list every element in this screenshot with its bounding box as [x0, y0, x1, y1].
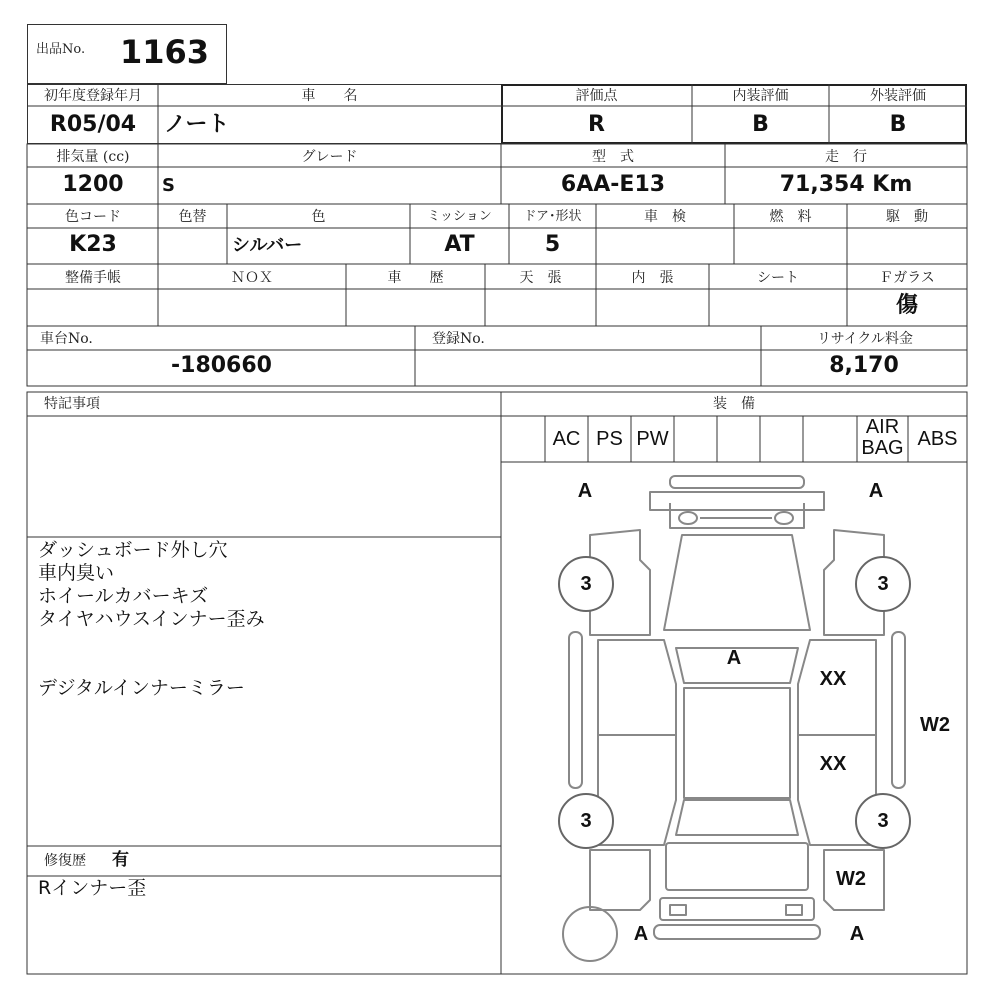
note-line: デジタルインナーミラー [38, 677, 245, 699]
mark-roof: A [726, 647, 742, 669]
color-label: 色 [311, 209, 326, 225]
chassis-value: -180660 [171, 353, 272, 378]
displacement-label: 排気量 (cc) [56, 149, 130, 165]
equip-ac: AC [552, 428, 581, 450]
mark-rear-left: A [633, 923, 649, 945]
mark-right-door-rear: XX [819, 753, 847, 775]
fglass-value: 傷 [895, 293, 918, 318]
repair-detail: Rインナー歪 [38, 877, 147, 899]
mission-value: AT [444, 232, 475, 257]
color-value: シルバー [232, 235, 303, 256]
mark-tire-rl: 3 [580, 810, 592, 832]
grade-label: グレード [301, 149, 358, 165]
first-reg-label: 初年度登録年月 [44, 88, 142, 104]
history-label: 車 歴 [387, 270, 444, 286]
mark-tire-rr: 3 [877, 810, 889, 832]
note-line: タイヤハウスインナー歪み [38, 608, 265, 630]
lot-label: 出品No. [36, 42, 86, 57]
equip-abs: ABS [917, 428, 958, 450]
car-name-value: ノート [164, 112, 230, 137]
note-line: ダッシュボード外し穴 [38, 539, 228, 561]
fuel-label: 燃 料 [769, 209, 812, 225]
model-value: 6AA-E13 [560, 172, 666, 197]
model-label: 型 式 [592, 149, 634, 165]
color-code-label: 色コード [65, 209, 121, 225]
seat-label: シート [757, 270, 799, 286]
lot-number: 1163 [120, 33, 210, 71]
door-value: 5 [544, 232, 561, 257]
mileage-label: 走 行 [825, 149, 867, 165]
equip-airbag: AIR BAG [861, 416, 904, 459]
exterior-label: 外装評価 [870, 88, 926, 104]
mark-right-door-front: XX [819, 668, 847, 690]
mark-rear-right: A [849, 923, 865, 945]
maint-label: 整備手帳 [65, 270, 121, 286]
interior-roof-label: 内 張 [631, 270, 674, 286]
mark-tire-fl: 3 [580, 573, 592, 595]
mark-rear-glass: W2 [836, 868, 866, 890]
mileage-value: 71,354 Km [779, 172, 913, 197]
door-label: ドア･形状 [523, 209, 582, 224]
equipment-label: 装 備 [713, 396, 755, 412]
sunroof-label: 天 張 [519, 270, 562, 286]
nox-label: ＮＯＸ [231, 270, 273, 286]
note-line: ホイールカバーキズ [38, 585, 209, 607]
chassis-label: 車台No. [40, 331, 93, 347]
mark-right-side: W2 [920, 714, 950, 736]
equip-pw: PW [636, 428, 669, 450]
mark-front-right: A [868, 480, 884, 502]
car-name-label: 車 名 [301, 88, 358, 104]
mark-tire-fr: 3 [877, 573, 889, 595]
reg-label: 登録No. [432, 331, 485, 347]
mission-label: ミッション [427, 209, 492, 224]
first-reg-value: R05/04 [49, 112, 137, 137]
recycle-value: 8,170 [829, 353, 899, 378]
recycle-label: リサイクル料金 [816, 331, 914, 347]
drive-label: 駆 動 [886, 209, 928, 225]
repair-value: 有 [112, 850, 129, 870]
repair-label: 修復歴 [44, 853, 86, 869]
interior-value: B [752, 112, 769, 137]
score-label: 評価点 [575, 88, 618, 104]
color-code-value: K23 [69, 232, 117, 257]
note-line: 車内臭い [38, 562, 115, 584]
mark-front-left: A [577, 480, 593, 502]
grade-value: S [162, 175, 175, 196]
inspection-label: 車 検 [644, 209, 686, 225]
interior-label: 内装評価 [732, 88, 789, 104]
score-value: R [588, 112, 605, 137]
color-change-label: 色替 [178, 209, 207, 225]
fglass-label: Ｆガラス [879, 270, 935, 286]
notes-label: 特記事項 [44, 396, 100, 412]
exterior-value: B [889, 112, 907, 137]
equip-ps: PS [596, 428, 623, 450]
displacement-value: 1200 [62, 172, 124, 197]
